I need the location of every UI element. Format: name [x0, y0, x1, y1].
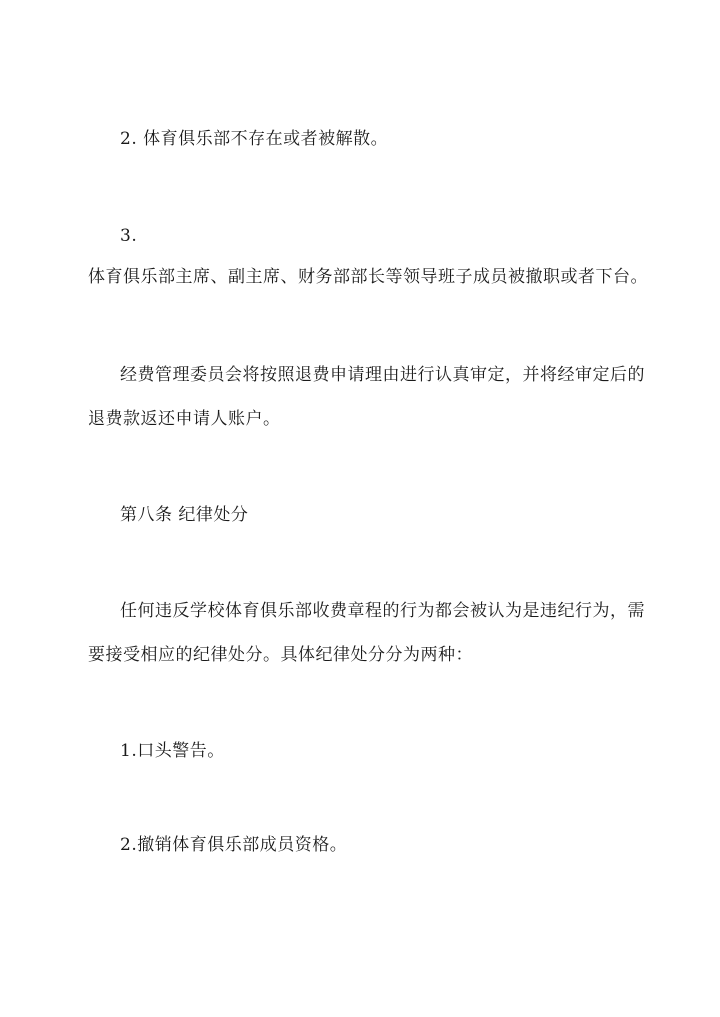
- paragraph-item-3-number: 3.: [120, 226, 138, 246]
- paragraph-item-3-text: 体育俱乐部主席、副主席、财务部部长等领导班子成员被撤职或者下台。: [88, 267, 648, 287]
- list-item-revoke-membership: 2.撤销体育俱乐部成员资格。: [120, 835, 348, 855]
- section-heading: 第八条 纪律处分: [120, 505, 249, 525]
- paragraph-item-2: 2. 体育俱乐部不存在或者被解散。: [120, 129, 389, 149]
- paragraph-discipline-line-1: 任何违反学校体育俱乐部收费章程的行为都会被认为是违纪行为，需: [120, 601, 645, 621]
- paragraph-refund-line-2: 退费款返还申请人账户。: [88, 409, 281, 429]
- list-item-verbal-warning: 1.口头警告。: [120, 741, 225, 761]
- paragraph-refund-line-1: 经费管理委员会将按照退费申请理由进行认真审定，并将经审定后的: [120, 365, 645, 385]
- paragraph-discipline-line-2: 要接受相应的纪律处分。具体纪律处分分为两种：: [88, 645, 473, 665]
